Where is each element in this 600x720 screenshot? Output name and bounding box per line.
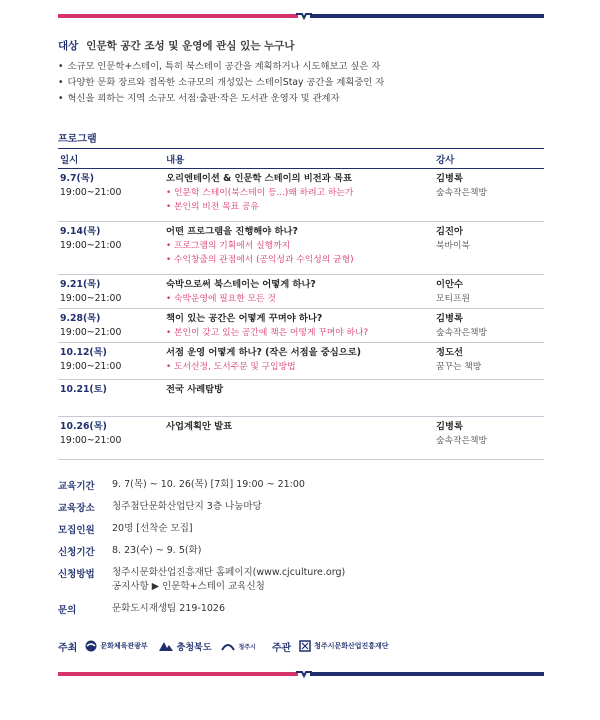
session-content bbox=[166, 222, 436, 274]
session-content bbox=[166, 275, 436, 308]
session-instructor bbox=[436, 417, 544, 459]
host-label: 주최 bbox=[58, 642, 78, 654]
info-row bbox=[58, 544, 544, 558]
instructor-org: 숲속작은책방 bbox=[436, 328, 487, 338]
session-datetime bbox=[58, 222, 166, 274]
table-header bbox=[58, 148, 544, 169]
session-detail: • 인문학 스테이(북스테이 등...)왜 하려고 하는가 bbox=[166, 188, 354, 198]
session-title: 어떤 프로그램을 진행해야 하나? bbox=[166, 226, 298, 237]
info-row bbox=[58, 522, 544, 536]
instructor-name: 김진아 bbox=[436, 226, 463, 237]
table-row bbox=[58, 417, 544, 460]
foundation-emblem-icon bbox=[299, 640, 311, 652]
session-time: 19:00~21:00 bbox=[60, 435, 122, 446]
session-time: 19:00~21:00 bbox=[60, 240, 122, 251]
instructor-name: 정도선 bbox=[436, 347, 463, 358]
target-list bbox=[58, 59, 544, 107]
target-item: • 혁신을 꾀하는 지역 소규모 서점·출판·작은 도서관 운영자 및 관계자 bbox=[58, 91, 544, 107]
info-label: 모집인원 bbox=[58, 525, 95, 536]
session-title: 책이 있는 공간은 어떻게 꾸며야 하나? bbox=[166, 313, 323, 324]
instructor-org: 숲속작은책방 bbox=[436, 188, 487, 198]
session-content bbox=[166, 169, 436, 221]
session-title: 서점 운영 어떻게 하나? (작은 서점을 중심으로) bbox=[166, 347, 361, 358]
table-row bbox=[58, 275, 544, 309]
bottom-band bbox=[58, 672, 544, 676]
info-label: 교육기간 bbox=[58, 481, 95, 492]
session-datetime bbox=[58, 275, 166, 308]
session-instructor bbox=[436, 275, 544, 308]
session-detail: • 수익창출의 관점에서 (공익성과 수익성의 균형) bbox=[166, 255, 354, 265]
session-instructor bbox=[436, 309, 544, 342]
session-datetime bbox=[58, 417, 166, 459]
instructor-org: 북바이북 bbox=[436, 241, 470, 251]
session-time: 19:00~21:00 bbox=[60, 187, 122, 198]
info-row bbox=[58, 566, 544, 594]
session-time: 19:00~21:00 bbox=[60, 327, 122, 338]
session-date: 10.21(토) bbox=[60, 384, 107, 395]
info-label: 문의 bbox=[58, 605, 77, 616]
session-content bbox=[166, 417, 436, 459]
session-instructor bbox=[436, 380, 544, 416]
program-table bbox=[58, 148, 544, 460]
session-datetime bbox=[58, 309, 166, 342]
table-row bbox=[58, 343, 544, 380]
organizer-logo: 청주시문화산업진흥재단 bbox=[299, 640, 388, 652]
instructor-org: 꿈꾸는 책방 bbox=[436, 362, 482, 372]
session-content bbox=[166, 380, 436, 416]
city-logo: 청주시 bbox=[221, 640, 255, 652]
info-value: 문화도시재생팀 219-1026 bbox=[112, 603, 225, 614]
session-title: 오리엔테이션 & 인문학 스테이의 비전과 목표 bbox=[166, 173, 352, 184]
info-value: 청주첨단문화산업단지 3층 나눔마당 bbox=[112, 501, 262, 512]
session-time: 19:00~21:00 bbox=[60, 293, 122, 304]
instructor-name: 김병록 bbox=[436, 313, 463, 324]
target-section bbox=[58, 38, 544, 107]
info-label: 교육장소 bbox=[58, 503, 95, 514]
instructor-name: 김병록 bbox=[436, 421, 463, 432]
ministry-emblem-icon bbox=[85, 640, 97, 652]
session-instructor bbox=[436, 343, 544, 379]
session-detail: • 프로그램의 기획에서 실행까지 bbox=[166, 241, 291, 251]
info-value: 9. 7(목) ~ 10. 26(목) [7회] 19:00 ~ 21:00 bbox=[112, 479, 305, 490]
info-row bbox=[58, 500, 544, 514]
session-title: 사업계획안 발표 bbox=[166, 421, 233, 432]
target-tag: 대상 bbox=[58, 40, 79, 52]
header-instructor: 강사 bbox=[436, 154, 455, 166]
instructor-name: 이안수 bbox=[436, 279, 463, 290]
info-label: 신청기간 bbox=[58, 547, 95, 558]
table-row bbox=[58, 222, 544, 275]
session-detail: • 숙박운영에 필요한 모든 것 bbox=[166, 294, 276, 304]
program-title: 프로그램 bbox=[58, 134, 97, 145]
info-value: 8. 23(수) ~ 9. 5(화) bbox=[112, 545, 202, 556]
session-date: 9.14(목) bbox=[60, 226, 101, 237]
session-time: 19:00~21:00 bbox=[60, 361, 122, 372]
target-item: • 다양한 문화 장르와 접목한 소규모의 개성있는 스테이Stay 공간을 계획중인 자 bbox=[58, 75, 544, 91]
target-heading: 대상 인문학 공간 조성 및 운영에 관심 있는 누구나 bbox=[58, 40, 295, 52]
table-row bbox=[58, 309, 544, 343]
table-row bbox=[58, 169, 544, 222]
session-detail: • 도서선정, 도서주문 및 구입방법 bbox=[166, 362, 296, 372]
info-value: 20명 [선착순 모집] bbox=[112, 523, 193, 534]
session-content bbox=[166, 343, 436, 379]
info-row bbox=[58, 478, 544, 492]
ministry-logo: 문화체육관광부 bbox=[85, 640, 147, 652]
session-date: 10.12(목) bbox=[60, 347, 107, 358]
session-instructor bbox=[436, 169, 544, 221]
session-content bbox=[166, 309, 436, 342]
province-logo: 충청북도 bbox=[158, 640, 212, 653]
instructor-org: 모티프원 bbox=[436, 294, 470, 304]
session-title: 숙박으로써 북스테이는 어떻게 하나? bbox=[166, 279, 316, 290]
organizer-label: 주관 bbox=[271, 642, 292, 654]
top-band bbox=[58, 14, 544, 18]
info-label: 신청방법 bbox=[58, 569, 95, 580]
header-content: 내용 bbox=[166, 154, 185, 166]
session-date: 9.21(목) bbox=[60, 279, 101, 290]
table-row bbox=[58, 380, 544, 417]
session-date: 9.28(목) bbox=[60, 313, 101, 324]
session-datetime bbox=[58, 169, 166, 221]
instructor-name: 김병록 bbox=[436, 173, 463, 184]
session-date: 10.26(목) bbox=[60, 421, 107, 432]
province-emblem-icon bbox=[158, 640, 174, 652]
header-date: 일시 bbox=[60, 154, 79, 166]
session-datetime bbox=[58, 380, 166, 416]
session-date: 9.7(목) bbox=[60, 173, 94, 184]
session-detail: • 본인의 비전 목표 공유 bbox=[166, 202, 259, 212]
footer bbox=[58, 636, 544, 656]
session-instructor bbox=[436, 222, 544, 274]
info-row bbox=[58, 602, 544, 616]
info-value: 청주시문화산업진흥재단 홈페이지(www.cjculture.org) 공지사항 ▶ 인문학+스테이 교육신청 bbox=[112, 567, 346, 592]
session-datetime bbox=[58, 343, 166, 379]
info-section bbox=[58, 478, 544, 624]
target-item: • 소규모 인문학+스테이, 특히 북스테이 공간을 계획하거나 시도해보고 싶은 자 bbox=[58, 59, 544, 75]
session-detail: • 본인이 갖고 있는 공간에 책은 어떻게 꾸며야 하나? bbox=[166, 328, 369, 338]
city-emblem-icon bbox=[221, 640, 235, 652]
session-title: 전국 사례탐방 bbox=[166, 384, 224, 395]
instructor-org: 숲속작은책방 bbox=[436, 436, 487, 446]
